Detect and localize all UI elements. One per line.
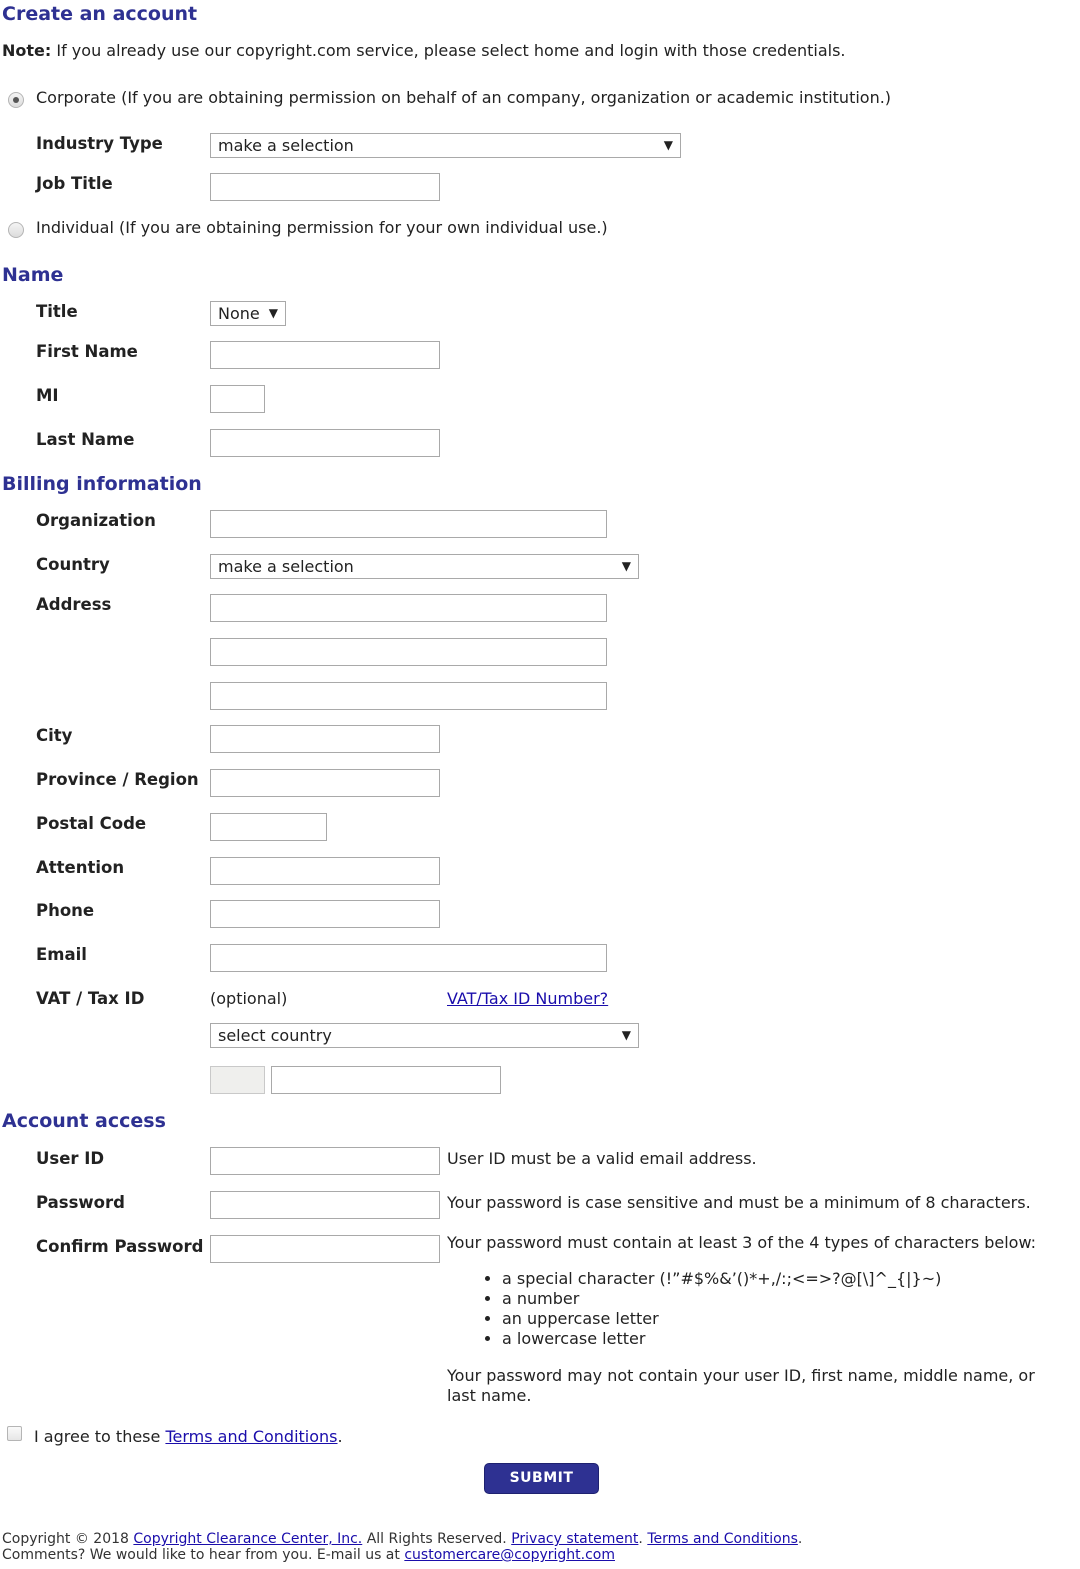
organization-label: Organization [36, 511, 156, 530]
address-line-3-input[interactable] [210, 682, 607, 710]
vat-country-value: select country [218, 1026, 332, 1045]
footer-rights: All Rights Reserved. [362, 1531, 512, 1547]
country-select[interactable] [210, 554, 639, 579]
confirm-password-input[interactable] [210, 1235, 440, 1263]
list-item: • a lowercase letter [502, 1329, 941, 1349]
chevron-down-icon: ▼ [663, 138, 673, 152]
agree-suffix: . [337, 1427, 343, 1446]
first-name-input[interactable] [210, 341, 440, 369]
name-heading: Name [2, 264, 64, 286]
industry-type-value: make a selection [218, 136, 354, 155]
attention-label: Attention [36, 858, 125, 877]
last-name-input[interactable] [210, 429, 440, 457]
footer-sep: . [638, 1531, 648, 1547]
first-name-label: First Name [36, 342, 138, 361]
title-label: Title [36, 302, 78, 321]
vat-optional-text: (optional) [210, 989, 288, 1008]
province-label: Province / Region [36, 770, 199, 789]
note-label: Note: [2, 41, 52, 60]
password-label: Password [36, 1193, 125, 1212]
vat-label: VAT / Tax ID [36, 989, 145, 1008]
password-restriction [447, 1366, 1035, 1406]
footer-comments [2, 1547, 615, 1563]
footer-copyright [2, 1531, 802, 1547]
footer-comments-prefix: Comments? We would like to hear from you. E-mail us at [2, 1547, 405, 1563]
password-input[interactable] [210, 1191, 440, 1219]
ccc-link[interactable]: Copyright Clearance Center, Inc. [133, 1531, 363, 1547]
agree-prefix: I agree to these [34, 1427, 166, 1446]
job-title-input[interactable] [210, 173, 440, 201]
organization-input[interactable] [210, 510, 607, 538]
phone-label: Phone [36, 901, 95, 920]
list-item: • a number [502, 1289, 941, 1309]
address-label: Address [36, 595, 112, 614]
industry-type-select[interactable] [210, 133, 681, 158]
account-access-heading: Account access [2, 1110, 166, 1132]
footer-end: . [797, 1531, 803, 1547]
list-item: • an uppercase letter [502, 1309, 941, 1329]
list-item: • a special character (!”#$%&’()*+,/:;<=>?@[\]^_{|}~) [502, 1269, 941, 1289]
vat-help-link[interactable]: VAT/Tax ID Number? [447, 989, 609, 1008]
phone-input[interactable] [210, 900, 440, 928]
agree-terms-label [34, 1427, 343, 1446]
footer-terms-link[interactable]: Terms and Conditions [647, 1531, 798, 1547]
individual-label: Individual (If you are obtaining permission for your own individual use.) [36, 218, 608, 237]
last-name-label: Last Name [36, 430, 135, 449]
page-title: Create an account [2, 3, 198, 25]
password-restriction-line-2: last name. [447, 1386, 532, 1405]
title-select[interactable] [210, 301, 286, 326]
city-input[interactable] [210, 725, 440, 753]
vat-country-select[interactable] [210, 1023, 639, 1048]
postal-code-input[interactable] [210, 813, 327, 841]
email-input[interactable] [210, 944, 607, 972]
note-body: If you already use our copyright.com service, please select home and login with those credentials. [51, 41, 846, 60]
note-text [2, 41, 846, 60]
user-id-hint: User ID must be a valid email address. [447, 1149, 757, 1168]
chevron-down-icon: ▼ [621, 1028, 631, 1042]
password-rules-list [482, 1269, 941, 1349]
password-rules-intro: Your password must contain at least 3 of the 4 types of characters below: [447, 1233, 1037, 1252]
country-value: make a selection [218, 557, 354, 576]
agree-terms-checkbox[interactable] [7, 1426, 22, 1441]
vat-number-input[interactable] [271, 1066, 501, 1094]
chevron-down-icon: ▼ [621, 559, 631, 573]
attention-input[interactable] [210, 857, 440, 885]
city-label: City [36, 726, 73, 745]
postal-code-label: Postal Code [36, 814, 147, 833]
user-id-label: User ID [36, 1149, 105, 1168]
title-value: None [218, 304, 260, 323]
terms-link[interactable]: Terms and Conditions [165, 1427, 338, 1446]
address-line-2-input[interactable] [210, 638, 607, 666]
country-label: Country [36, 555, 110, 574]
password-restriction-line-1: Your password may not contain your user ID, first name, middle name, or [447, 1366, 1035, 1385]
customercare-email-link[interactable]: customercare@copyright.com [404, 1547, 615, 1563]
email-label: Email [36, 945, 87, 964]
corporate-label: Corporate (If you are obtaining permission on behalf of an company, organization or academic institution.) [36, 88, 892, 107]
footer-copyright-prefix: Copyright © 2018 [2, 1531, 134, 1547]
password-hint: Your password is case sensitive and must be a minimum of 8 characters. [447, 1193, 1031, 1212]
confirm-password-label: Confirm Password [36, 1237, 204, 1256]
vat-country-code-field [210, 1066, 265, 1094]
industry-type-label: Industry Type [36, 134, 163, 153]
mi-input[interactable] [210, 385, 265, 413]
user-id-input[interactable] [210, 1147, 440, 1175]
job-title-label: Job Title [36, 174, 113, 193]
mi-label: MI [36, 386, 59, 405]
chevron-down-icon: ▼ [268, 306, 278, 320]
individual-radio[interactable] [8, 222, 24, 238]
province-input[interactable] [210, 769, 440, 797]
billing-heading: Billing information [2, 473, 202, 495]
privacy-link[interactable]: Privacy statement [511, 1531, 639, 1547]
submit-button[interactable]: SUBMIT [484, 1463, 599, 1494]
address-line-1-input[interactable] [210, 594, 607, 622]
corporate-radio[interactable] [8, 92, 24, 108]
